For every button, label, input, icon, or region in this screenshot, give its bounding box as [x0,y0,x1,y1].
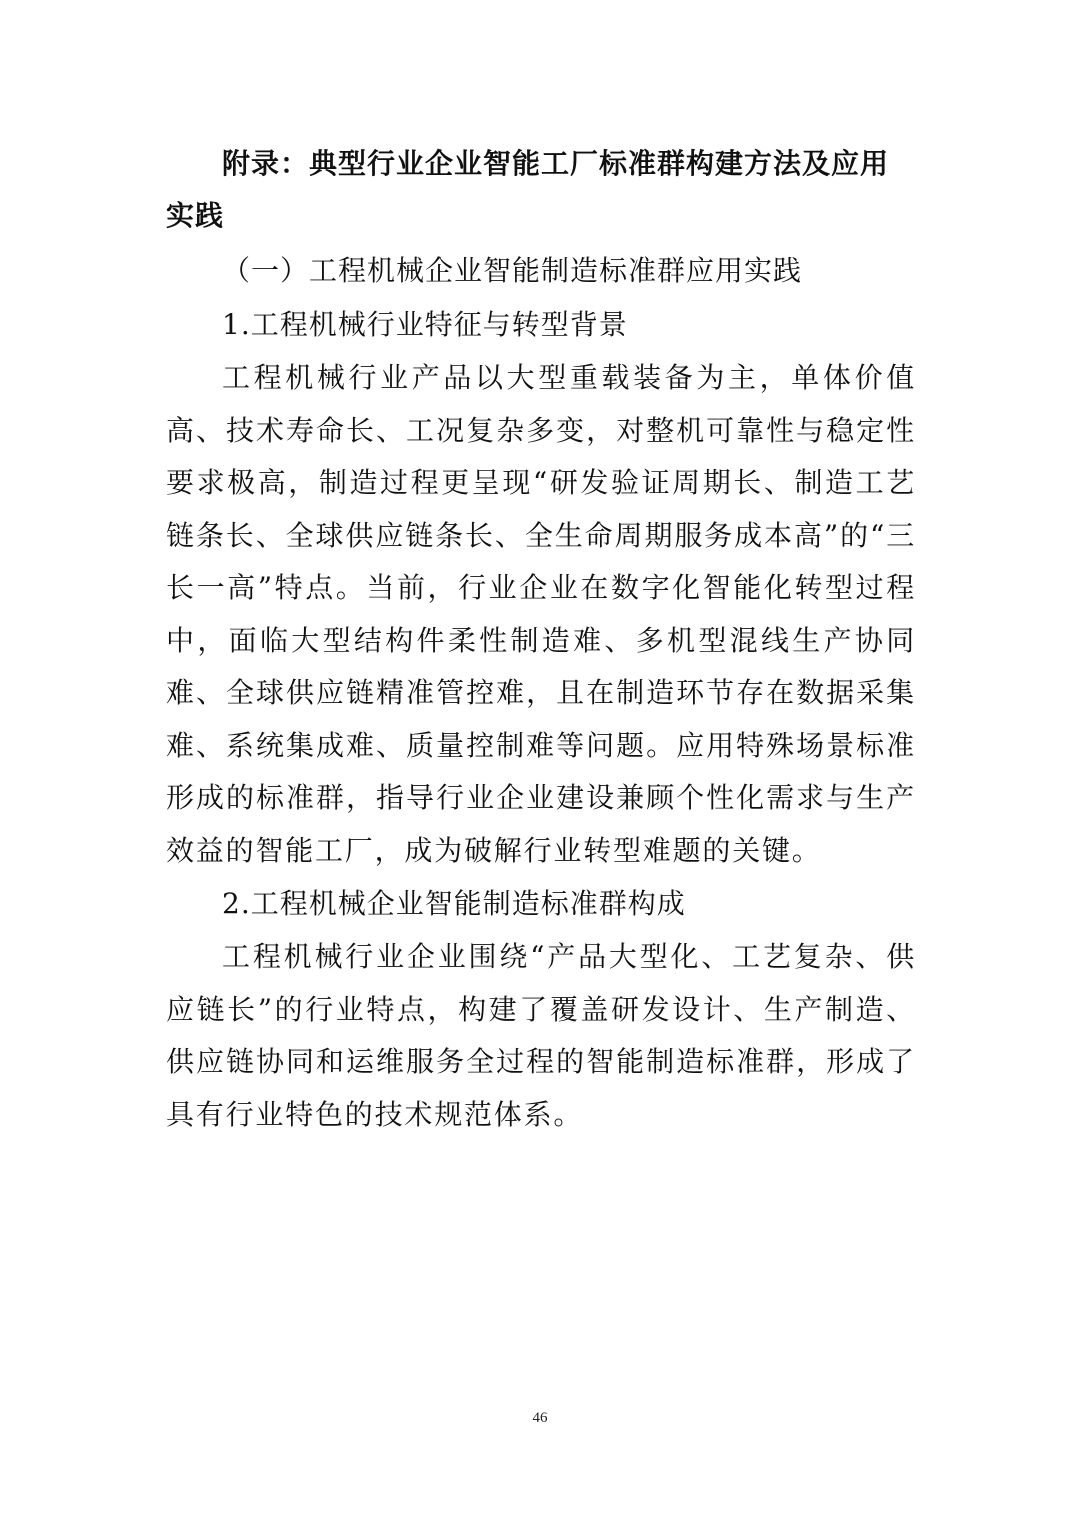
subsection-heading-2: 2.工程机械企业智能制造标准群构成 [222,887,686,920]
page-number: 46 [532,1410,548,1426]
appendix-title: 附录：典型行业企业智能工厂标准群构建方法及应用实践 [166,147,890,232]
subsection-heading-1: 1.工程机械行业特征与转型背景 [222,308,628,341]
paragraph-industry-background: 工程机械行业产品以大型重载装备为主，单体价值高、技术寿命长、工况复杂多变，对整机可靠性与稳定性要求极高，制造过程更呈现“研发验证周期长、制造工艺链条长、全球供应链条长、全生命周期服务成本高”的“三长一高”特点。当前，行业企业在数字化智能化转型过程中，面临大型结构件柔性制造难、多机型混线生产协同难、全球供应链精准管控难，且在制造环节存在数据采集难、系统集成难、质量控制难等问题。应用特殊场景标准形成的标准群，指导行业企业建设兼顾个性化需求与生产效益的智能工厂，成为破解行业转型难题的关键。 [166,361,916,867]
document-body [166,138,916,1141]
paragraph-standard-group: 工程机械行业企业围绕“产品大型化、工艺复杂、供应链长”的行业特点，构建了覆盖研发设计、生产制造、供应链协同和运维服务全过程的智能制造标准群，形成了具有行业特色的技术规范体系。 [166,940,916,1131]
section-heading: （一）工程机械企业智能制造标准群应用实践 [222,254,803,287]
